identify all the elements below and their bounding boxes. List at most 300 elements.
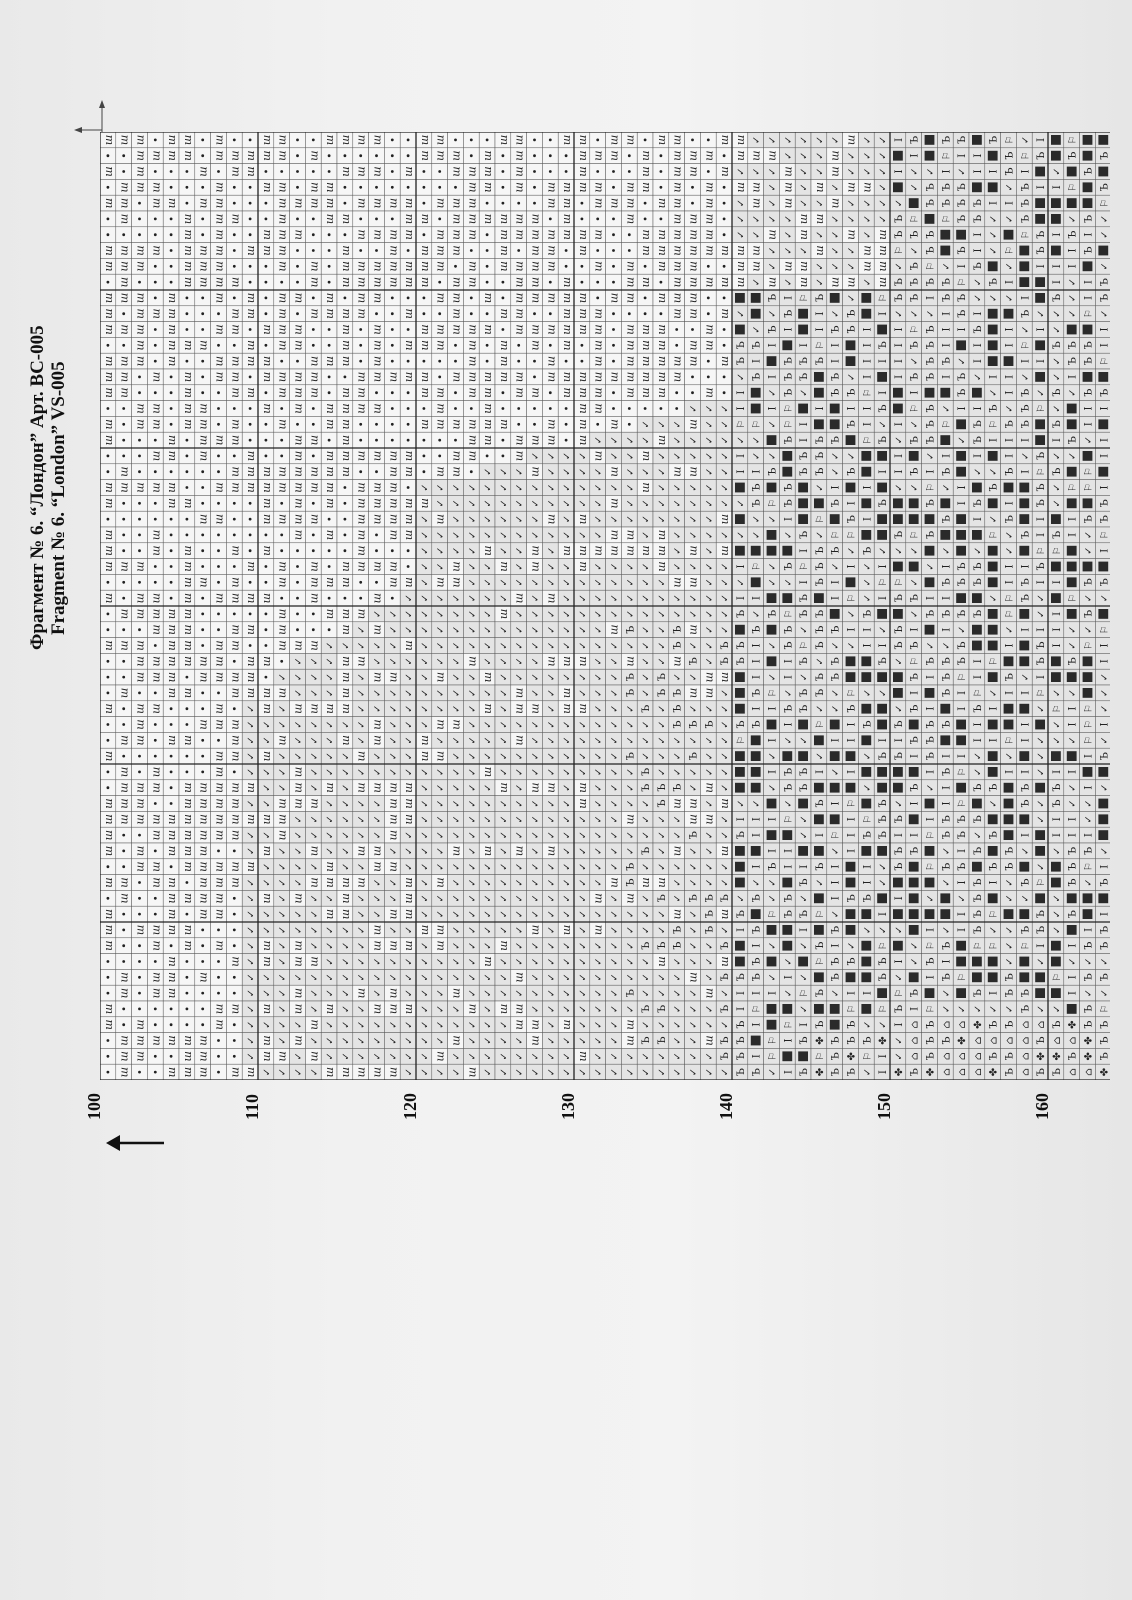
sh-symbol: ш xyxy=(323,214,336,224)
sh-symbol: ш xyxy=(102,640,115,650)
dot-symbol xyxy=(486,249,489,252)
sh-symbol: ш xyxy=(608,466,621,476)
sh-symbol: ш xyxy=(418,372,431,382)
dot-symbol xyxy=(265,455,268,458)
sh-symbol: ш xyxy=(276,261,289,271)
dot-symbol xyxy=(423,202,426,205)
sh-symbol: ш xyxy=(592,261,605,271)
sh-symbol: ш xyxy=(355,846,368,856)
check-symbol: ✓ xyxy=(420,973,431,981)
sh-symbol: ш xyxy=(734,135,747,145)
sh-symbol: ш xyxy=(181,814,194,824)
sh-symbol: ш xyxy=(371,561,384,571)
check-symbol: ✓ xyxy=(325,989,336,997)
sh-symbol: ш xyxy=(102,846,115,856)
dot-symbol xyxy=(122,502,125,505)
dot-symbol xyxy=(391,186,394,189)
dot-symbol xyxy=(217,581,220,584)
sh-symbol: ш xyxy=(497,561,510,571)
check-symbol: ✓ xyxy=(704,531,715,539)
check-symbol: ✓ xyxy=(546,736,557,744)
check-symbol: ✓ xyxy=(467,594,478,602)
check-symbol: ✓ xyxy=(452,1005,463,1013)
sh-symbol: ш xyxy=(465,198,478,208)
dot-symbol xyxy=(249,502,252,505)
check-symbol: ✓ xyxy=(452,499,463,507)
sh-symbol: ш xyxy=(687,340,700,350)
check-symbol: ✓ xyxy=(515,468,526,476)
dot-symbol xyxy=(423,470,426,473)
sh-symbol: ш xyxy=(371,1004,384,1014)
dot-symbol xyxy=(107,660,110,663)
dot-symbol xyxy=(280,360,283,363)
check-symbol: ✓ xyxy=(641,594,652,602)
sh-symbol: ш xyxy=(655,135,668,145)
check-symbol: ✓ xyxy=(262,799,273,807)
check-symbol: ✓ xyxy=(704,847,715,855)
check-symbol: ✓ xyxy=(531,894,542,902)
sh-symbol: ш xyxy=(355,166,368,176)
dot-symbol xyxy=(470,312,473,315)
sh-symbol: ш xyxy=(102,530,115,540)
check-symbol: ✓ xyxy=(499,831,510,839)
sh-symbol: ш xyxy=(260,893,273,903)
hard-symbol: Ъ xyxy=(641,847,652,855)
sh-symbol: ш xyxy=(687,798,700,808)
dot-symbol xyxy=(217,1039,220,1042)
sh-symbol: ш xyxy=(671,372,684,382)
check-symbol: ✓ xyxy=(278,973,289,981)
dot-symbol xyxy=(691,202,694,205)
sh-symbol: ш xyxy=(718,798,731,808)
check-symbol: ✓ xyxy=(531,594,542,602)
sh-symbol: ш xyxy=(339,609,352,619)
check-symbol: ✓ xyxy=(531,910,542,918)
dot-symbol xyxy=(423,455,426,458)
beam-symbol: I xyxy=(736,564,747,568)
dot-symbol xyxy=(628,170,631,173)
check-symbol: ✓ xyxy=(594,689,605,697)
check-symbol: ✓ xyxy=(689,483,700,491)
check-symbol: ✓ xyxy=(436,910,447,918)
sh-symbol: ш xyxy=(339,308,352,318)
sh-symbol: ш xyxy=(608,135,621,145)
dot-symbol xyxy=(438,455,441,458)
check-symbol: ✓ xyxy=(562,531,573,539)
sh-symbol: ш xyxy=(608,419,621,429)
dot-symbol xyxy=(723,218,726,221)
check-symbol: ✓ xyxy=(278,1068,289,1076)
sh-symbol: ш xyxy=(323,198,336,208)
check-symbol: ✓ xyxy=(546,641,557,649)
sh-symbol: ш xyxy=(244,624,257,634)
check-symbol: ✓ xyxy=(436,689,447,697)
sh-symbol: ш xyxy=(181,640,194,650)
dot-symbol xyxy=(201,391,204,394)
hard-symbol: Ъ xyxy=(736,910,747,918)
check-symbol: ✓ xyxy=(452,910,463,918)
dot-symbol xyxy=(502,170,505,173)
dot-symbol xyxy=(312,297,315,300)
flag-symbol: ⚐ xyxy=(736,736,747,745)
sh-symbol: ш xyxy=(465,372,478,382)
sh-symbol: ш xyxy=(371,514,384,524)
dot-symbol xyxy=(565,154,568,157)
sh-symbol: ш xyxy=(118,688,131,698)
check-symbol: ✓ xyxy=(373,799,384,807)
sh-symbol: ш xyxy=(497,214,510,224)
sh-symbol: ш xyxy=(418,340,431,350)
sh-symbol: ш xyxy=(197,719,210,729)
check-symbol: ✓ xyxy=(673,420,684,428)
sh-symbol: ш xyxy=(702,277,715,287)
check-symbol: ✓ xyxy=(388,1036,399,1044)
check-symbol: ✓ xyxy=(704,641,715,649)
check-symbol: ✓ xyxy=(578,831,589,839)
square-symbol xyxy=(735,751,745,761)
sh-symbol: ш xyxy=(355,135,368,145)
sh-symbol: ш xyxy=(244,782,257,792)
check-symbol: ✓ xyxy=(689,562,700,570)
check-symbol: ✓ xyxy=(452,673,463,681)
hard-symbol: Ъ xyxy=(625,673,636,681)
sh-symbol: ш xyxy=(339,403,352,413)
check-symbol: ✓ xyxy=(546,831,557,839)
dot-symbol xyxy=(391,360,394,363)
check-symbol: ✓ xyxy=(578,1005,589,1013)
dot-symbol xyxy=(549,344,552,347)
dot-symbol xyxy=(138,281,141,284)
sh-symbol: ш xyxy=(292,451,305,461)
sh-symbol: ш xyxy=(434,466,447,476)
sh-symbol: ш xyxy=(118,198,131,208)
check-symbol: ✓ xyxy=(531,610,542,618)
dot-symbol xyxy=(170,249,173,252)
beam-symbol: I xyxy=(736,406,747,410)
sh-symbol: ш xyxy=(149,672,162,682)
check-symbol: ✓ xyxy=(594,910,605,918)
sh-symbol: ш xyxy=(181,135,194,145)
dot-symbol xyxy=(438,281,441,284)
check-symbol: ✓ xyxy=(625,578,636,586)
check-symbol: ✓ xyxy=(657,657,668,665)
square-symbol xyxy=(735,941,745,951)
sh-symbol: ш xyxy=(244,593,257,603)
check-symbol: ✓ xyxy=(752,215,763,223)
dot-symbol xyxy=(280,502,283,505)
sh-symbol: ш xyxy=(276,340,289,350)
check-symbol: ✓ xyxy=(420,626,431,634)
sh-symbol: ш xyxy=(181,925,194,935)
check-symbol: ✓ xyxy=(641,831,652,839)
check-symbol: ✓ xyxy=(578,973,589,981)
sh-symbol: ш xyxy=(465,451,478,461)
square-symbol xyxy=(751,546,761,556)
sh-symbol: ш xyxy=(307,640,320,650)
dot-symbol xyxy=(660,218,663,221)
check-symbol: ✓ xyxy=(546,610,557,618)
check-symbol: ✓ xyxy=(483,1052,494,1060)
dot-symbol xyxy=(265,628,268,631)
check-symbol: ✓ xyxy=(467,562,478,570)
dot-symbol xyxy=(723,328,726,331)
check-symbol: ✓ xyxy=(641,1068,652,1076)
sh-symbol: ш xyxy=(355,561,368,571)
hard-symbol: Ъ xyxy=(641,1036,652,1044)
sh-symbol: ш xyxy=(134,1019,147,1029)
sh-symbol: ш xyxy=(134,340,147,350)
dot-symbol xyxy=(107,865,110,868)
sh-symbol: ш xyxy=(149,609,162,619)
sh-symbol: ш xyxy=(118,182,131,192)
check-symbol: ✓ xyxy=(641,894,652,902)
check-symbol: ✓ xyxy=(562,799,573,807)
sh-symbol: ш xyxy=(181,403,194,413)
sh-symbol: ш xyxy=(355,877,368,887)
sh-symbol: ш xyxy=(355,988,368,998)
dot-symbol xyxy=(154,802,157,805)
sh-symbol: ш xyxy=(371,846,384,856)
dot-symbol xyxy=(407,391,410,394)
dot-symbol xyxy=(486,139,489,142)
dot-symbol xyxy=(170,376,173,379)
dot-symbol xyxy=(107,676,110,679)
dot-symbol xyxy=(312,249,315,252)
sh-symbol: ш xyxy=(213,245,226,255)
check-symbol: ✓ xyxy=(452,1068,463,1076)
dot-symbol xyxy=(201,597,204,600)
sh-symbol: ш xyxy=(149,972,162,982)
check-symbol: ✓ xyxy=(452,641,463,649)
sh-symbol: ш xyxy=(623,324,636,334)
dot-symbol xyxy=(296,613,299,616)
dot-symbol xyxy=(217,423,220,426)
dot-symbol xyxy=(502,407,505,410)
check-symbol: ✓ xyxy=(515,863,526,871)
check-symbol: ✓ xyxy=(657,626,668,634)
sh-symbol: ш xyxy=(592,340,605,350)
dot-symbol xyxy=(344,518,347,521)
sh-symbol: ш xyxy=(386,198,399,208)
dot-symbol xyxy=(344,233,347,236)
dot-symbol xyxy=(233,344,236,347)
check-symbol: ✓ xyxy=(673,973,684,981)
sh-symbol: ш xyxy=(197,198,210,208)
check-symbol: ✓ xyxy=(278,989,289,997)
check-symbol: ✓ xyxy=(610,910,621,918)
square-symbol xyxy=(735,957,745,967)
sh-symbol: ш xyxy=(576,308,589,318)
sh-symbol: ш xyxy=(671,846,684,856)
sh-symbol: ш xyxy=(655,561,668,571)
check-symbol: ✓ xyxy=(420,989,431,997)
check-symbol: ✓ xyxy=(436,768,447,776)
dot-symbol xyxy=(249,549,252,552)
check-symbol: ✓ xyxy=(625,910,636,918)
sh-symbol: ш xyxy=(655,229,668,239)
check-symbol: ✓ xyxy=(452,483,463,491)
sh-symbol: ш xyxy=(228,419,241,429)
check-symbol: ✓ xyxy=(262,736,273,744)
sh-symbol: ш xyxy=(307,593,320,603)
check-symbol: ✓ xyxy=(752,531,763,539)
check-symbol: ✓ xyxy=(436,483,447,491)
sh-symbol: ш xyxy=(197,451,210,461)
dot-symbol xyxy=(723,391,726,394)
check-symbol: ✓ xyxy=(689,531,700,539)
check-symbol: ✓ xyxy=(673,752,684,760)
sh-symbol: ш xyxy=(592,403,605,413)
sh-symbol: ш xyxy=(513,972,526,982)
hard-symbol: Ъ xyxy=(625,689,636,697)
check-symbol: ✓ xyxy=(309,1036,320,1044)
check-symbol: ✓ xyxy=(689,957,700,965)
check-symbol: ✓ xyxy=(515,989,526,997)
sh-symbol: ш xyxy=(402,577,415,587)
check-symbol: ✓ xyxy=(357,641,368,649)
check-symbol: ✓ xyxy=(704,736,715,744)
check-symbol: ✓ xyxy=(278,863,289,871)
sh-symbol: ш xyxy=(181,688,194,698)
square-symbol xyxy=(751,577,761,587)
dot-symbol xyxy=(186,976,189,979)
sh-symbol: ш xyxy=(544,293,557,303)
sh-symbol: ш xyxy=(134,356,147,366)
dot-symbol xyxy=(186,1023,189,1026)
check-symbol: ✓ xyxy=(531,452,542,460)
check-symbol: ✓ xyxy=(515,531,526,539)
check-symbol: ✓ xyxy=(452,799,463,807)
dot-symbol xyxy=(391,328,394,331)
sh-symbol: ш xyxy=(118,245,131,255)
dot-symbol xyxy=(154,281,157,284)
check-symbol: ✓ xyxy=(610,1005,621,1013)
sh-symbol: ш xyxy=(529,703,542,713)
sh-symbol: ш xyxy=(228,798,241,808)
sh-symbol: ш xyxy=(655,877,668,887)
check-symbol: ✓ xyxy=(436,1068,447,1076)
sh-symbol: ш xyxy=(213,324,226,334)
sh-symbol: ш xyxy=(718,277,731,287)
sh-symbol: ш xyxy=(702,245,715,255)
check-symbol: ✓ xyxy=(720,705,731,713)
dot-symbol xyxy=(502,328,505,331)
dot-symbol xyxy=(154,581,157,584)
sh-symbol: ш xyxy=(118,277,131,287)
sh-symbol: ш xyxy=(118,609,131,619)
dot-symbol xyxy=(438,360,441,363)
check-symbol: ✓ xyxy=(720,610,731,618)
sh-symbol: ш xyxy=(323,182,336,192)
check-symbol: ✓ xyxy=(515,626,526,634)
check-symbol: ✓ xyxy=(657,452,668,460)
sh-symbol: ш xyxy=(386,814,399,824)
sh-symbol: ш xyxy=(260,245,273,255)
dot-symbol xyxy=(186,439,189,442)
sh-symbol: ш xyxy=(102,372,115,382)
dot-symbol xyxy=(122,534,125,537)
dot-symbol xyxy=(201,218,204,221)
sh-symbol: ш xyxy=(276,640,289,650)
sh-symbol: ш xyxy=(544,514,557,524)
sh-symbol: ш xyxy=(718,166,731,176)
dot-symbol xyxy=(122,850,125,853)
check-symbol: ✓ xyxy=(610,515,621,523)
dot-symbol xyxy=(470,407,473,410)
check-symbol: ✓ xyxy=(641,926,652,934)
sh-symbol: ш xyxy=(260,956,273,966)
sh-symbol: ш xyxy=(513,735,526,745)
dot-symbol xyxy=(107,218,110,221)
dot-symbol xyxy=(186,723,189,726)
sh-symbol: ш xyxy=(639,229,652,239)
check-symbol: ✓ xyxy=(673,499,684,507)
check-symbol: ✓ xyxy=(704,547,715,555)
sh-symbol: ш xyxy=(402,166,415,176)
check-symbol: ✓ xyxy=(720,626,731,634)
sh-symbol: ш xyxy=(260,324,273,334)
sh-symbol: ш xyxy=(402,640,415,650)
check-symbol: ✓ xyxy=(657,1052,668,1060)
check-symbol: ✓ xyxy=(404,989,415,997)
dot-symbol xyxy=(154,913,157,916)
square-symbol xyxy=(751,293,761,303)
sh-symbol: ш xyxy=(339,893,352,903)
dot-symbol xyxy=(328,565,331,568)
sh-symbol: ш xyxy=(181,893,194,903)
dot-symbol xyxy=(201,502,204,505)
sh-symbol: ш xyxy=(386,988,399,998)
check-symbol: ✓ xyxy=(420,547,431,555)
sh-symbol: ш xyxy=(260,751,273,761)
dot-symbol xyxy=(170,549,173,552)
sh-symbol: ш xyxy=(228,1067,241,1077)
sh-symbol: ш xyxy=(418,277,431,287)
check-symbol: ✓ xyxy=(736,373,747,381)
check-symbol: ✓ xyxy=(610,562,621,570)
check-symbol: ✓ xyxy=(720,926,731,934)
sh-symbol: ш xyxy=(371,340,384,350)
sh-symbol: ш xyxy=(102,703,115,713)
dot-symbol xyxy=(138,771,141,774)
dot-symbol xyxy=(265,265,268,268)
check-symbol: ✓ xyxy=(720,468,731,476)
dot-symbol xyxy=(265,613,268,616)
dot-symbol xyxy=(596,170,599,173)
sh-symbol: ш xyxy=(355,751,368,761)
check-symbol: ✓ xyxy=(610,894,621,902)
sh-symbol: ш xyxy=(639,340,652,350)
sh-symbol: ш xyxy=(623,814,636,824)
dot-symbol xyxy=(249,265,252,268)
dot-symbol xyxy=(186,455,189,458)
beam-symbol: I xyxy=(752,470,763,474)
dot-symbol xyxy=(107,628,110,631)
check-symbol: ✓ xyxy=(657,847,668,855)
dot-symbol xyxy=(265,281,268,284)
sh-symbol: ш xyxy=(671,308,684,318)
dot-symbol xyxy=(375,439,378,442)
dot-symbol xyxy=(154,723,157,726)
sh-symbol: ш xyxy=(355,514,368,524)
check-symbol: ✓ xyxy=(515,799,526,807)
check-symbol: ✓ xyxy=(704,1052,715,1060)
check-symbol: ✓ xyxy=(452,784,463,792)
dot-symbol xyxy=(186,676,189,679)
dot-symbol xyxy=(265,676,268,679)
check-symbol: ✓ xyxy=(357,863,368,871)
dot-symbol xyxy=(438,312,441,315)
